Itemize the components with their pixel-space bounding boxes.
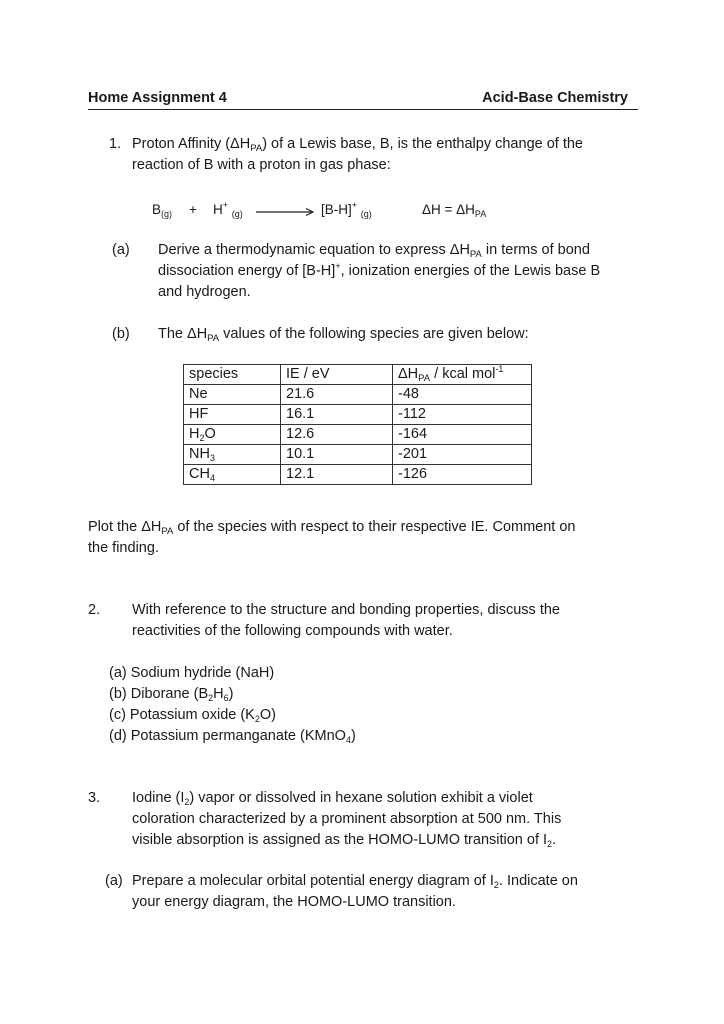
q2-item-d: (d) Potassium permanganate (KMnO$_4$) bbox=[109, 728, 356, 745]
q3-line3: visible absorption is assigned as the HOMO-LUMO transition of $I_2$. bbox=[132, 832, 557, 849]
table-cell-species: Ne bbox=[184, 385, 281, 405]
table-row bbox=[184, 385, 532, 405]
reaction-enthalpy: $\Delta H = \Delta H_{PA}$ bbox=[422, 202, 487, 219]
table-cell-species: HF bbox=[184, 405, 281, 425]
table-cell-dhpa: -112 bbox=[393, 405, 532, 425]
q2-number: 2. bbox=[88, 602, 101, 618]
table-header-ie: IE / eV bbox=[281, 365, 393, 385]
table-cell-species: $CH_4$ bbox=[184, 465, 281, 485]
table-cell-dhpa: -164 bbox=[393, 425, 532, 445]
q2-item-a: (a) Sodium hydride (NaH) bbox=[109, 665, 275, 681]
q3-line1: Iodine $(I_2)$ vapor or dissolved in hexane solution exhibit a violet bbox=[132, 790, 533, 807]
table-cell-ie: 16.1 bbox=[281, 405, 393, 425]
reaction-reactant-proton: H+ $_{(g)}$ bbox=[213, 200, 243, 219]
table-cell-ie: 21.6 bbox=[281, 385, 393, 405]
table-row bbox=[184, 425, 532, 445]
table-cell-ie: 10.1 bbox=[281, 445, 393, 465]
table-row bbox=[184, 405, 532, 425]
reaction-plus: + bbox=[189, 202, 197, 217]
plot-instruction-line2: the finding. bbox=[88, 540, 159, 556]
q2-line2: reactivities of the following compounds with water. bbox=[132, 623, 453, 639]
q1-line1: Proton Affinity $(\Delta H_{PA})$ of a Lewis base, B, is the enthalpy change of the bbox=[132, 136, 583, 154]
reaction-arrow-icon bbox=[256, 207, 316, 217]
q1b-text: The $\Delta H_{PA}$ values of the following species are given below: bbox=[158, 326, 529, 344]
q3-number: 3. bbox=[88, 790, 101, 806]
reaction-product: [B-H]+ $_{(g)}$ bbox=[321, 200, 372, 219]
table-cell-species: $NH_3$ bbox=[184, 445, 281, 465]
table-header-species: species bbox=[184, 365, 281, 385]
header-rule bbox=[88, 109, 638, 110]
q2-line1: With reference to the structure and bonding properties, discuss the bbox=[132, 602, 560, 618]
header-title: Home Assignment 4 bbox=[88, 90, 227, 106]
q1a-line2: dissociation energy of [B-H]+, ionization energies of the Lewis base B bbox=[158, 261, 601, 279]
species-table bbox=[183, 364, 532, 485]
q1-number: 1. bbox=[109, 136, 122, 152]
reaction-reactant-b: $B_{(g)}$ bbox=[152, 202, 173, 219]
q3a-label: (a) bbox=[105, 873, 123, 889]
q1b-label: (b) bbox=[112, 326, 130, 342]
table-cell-ie: 12.6 bbox=[281, 425, 393, 445]
q3a-line2: your energy diagram, the HOMO-LUMO transition. bbox=[132, 894, 456, 910]
q1a-label: (a) bbox=[112, 242, 130, 258]
q2-item-b: (b) Diborane $(B_2H_6)$ bbox=[109, 686, 234, 703]
table-cell-ie: 12.1 bbox=[281, 465, 393, 485]
q3-line2: coloration characterized by a prominent absorption at 500 nm. This bbox=[132, 811, 562, 827]
q3a-line1: Prepare a molecular orbital potential energy diagram of $I_2$. Indicate on bbox=[132, 873, 578, 890]
q1a-line3: and hydrogen. bbox=[158, 284, 251, 300]
table-row bbox=[184, 445, 532, 465]
plot-instruction-line1: Plot the $\Delta H_{PA}$ of the species with respect to their respective IE. Comment on bbox=[88, 519, 576, 537]
table-row bbox=[184, 465, 532, 485]
table-header-row bbox=[184, 365, 532, 385]
header-subject: Acid-Base Chemistry bbox=[482, 90, 628, 106]
table-cell-species: $H_2O$ bbox=[184, 425, 281, 445]
q1-line2: reaction of B with a proton in gas phase: bbox=[132, 157, 391, 173]
table-cell-dhpa: -48 bbox=[393, 385, 532, 405]
q2-item-c: (c) Potassium oxide $(K_2O)$ bbox=[109, 707, 276, 724]
q1a-line1: Derive a thermodynamic equation to express $\Delta H_{PA}$ in terms of bond bbox=[158, 242, 590, 260]
table-cell-dhpa: -126 bbox=[393, 465, 532, 485]
table-cell-dhpa: -201 bbox=[393, 445, 532, 465]
table-header-dhpa: $\Delta H_{PA}$ / kcal mol$^{-1}$ bbox=[393, 365, 532, 385]
